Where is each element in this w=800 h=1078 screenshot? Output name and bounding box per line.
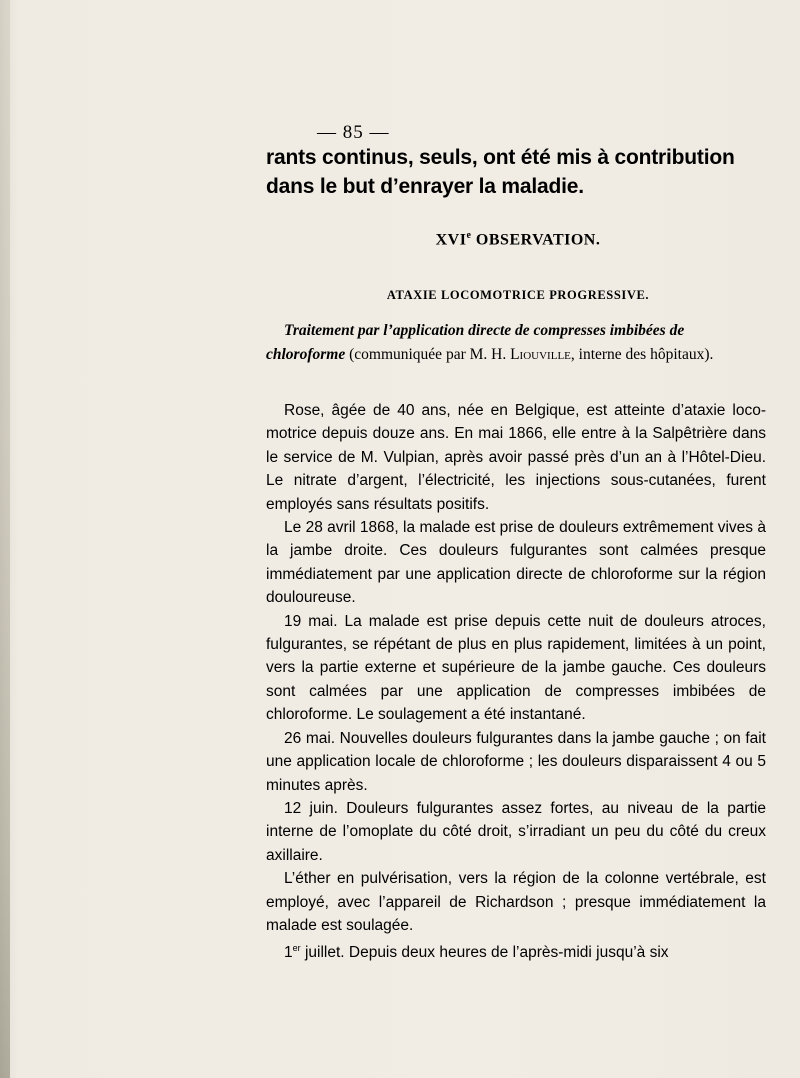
paragraph-4: 26 mai. Nouvelles douleurs fulgurantes dans la jambe gauche ; on fait une application locale de chloroforme ; les douleurs disparaissent 4 ou 5 minutes après.	[266, 729, 766, 794]
paragraph-7	[266, 937, 766, 965]
treatment-normal-2: , interne des hôpitaux).	[570, 346, 714, 363]
observation-sup: e	[466, 230, 472, 241]
page-number: — 85 —	[317, 122, 390, 143]
observation-subtitle: ATAXIE LOCOMOTRICE PROGRESSIVE.	[386, 288, 650, 302]
opening-lines: rants continus, seuls, ont été mis à contribution dans le but d’enrayer la maladie.	[266, 146, 735, 198]
page-binding-shadow	[0, 0, 10, 1078]
treatment-italic: Traitement par l’application directe de compresses imbibées de chloroforme	[266, 322, 685, 363]
paragraph-1: Rose, âgée de 40 ans, née en Belgique, est atteinte d’ataxie loco-motrice depuis douze ans. En mai 1866, elle entre à la Salpêtrière dans le service de M. Vulpian, après avoir passé près d’un an à l’Hôtel-Dieu. Le nitrate d’argent, l’électricité, les injections sous-cutanées, furent employés sans résultats positifs.	[266, 402, 766, 513]
treatment-author: Liouville	[510, 346, 571, 363]
observation-body	[266, 399, 766, 965]
observation-roman: XVI	[435, 231, 467, 249]
last-paragraph-sup: er	[292, 943, 301, 954]
paragraph-6: L’éther en pulvérisation, vers la région de la colonne vertébrale, est employé, avec l’appareil de Richardson ; presque immédiatement la malade est soulagée.	[266, 870, 766, 934]
treatment-heading	[266, 319, 766, 367]
paragraph-5: 12 juin. Douleurs fulgurantes assez fortes, au niveau de la partie interne de l’omoplate du côté droit, s’irradiant un peu du côté du creux axillaire.	[266, 799, 766, 864]
paragraph-3: 19 mai. La malade est prise depuis cette nuit de douleurs atroces, fulgurantes, se répétant de plus en plus rapidement, limitées à un point, vers la partie externe et supérieure de la jambe gauche. Ces douleurs sont calmées par une application de compresses imbibées de chloroforme. Le soulagement a été instantané.	[266, 612, 766, 724]
observation-title	[268, 230, 768, 249]
last-paragraph-day: 1	[284, 944, 293, 962]
observation-word: OBSERVATION.	[475, 231, 601, 249]
last-paragraph-text: juillet. Depuis deux heures de l’après-midi jusqu’à six	[300, 944, 669, 962]
treatment-normal-1: (communiquée par M. H.	[345, 346, 511, 363]
paragraph-2: Le 28 avril 1868, la malade est prise de douleurs extrêmement vives à la jambe droite. Ces douleurs fulgurantes sont calmées presque immédiatement par une application directe de chloroforme sur la région douloureuse.	[266, 519, 766, 607]
